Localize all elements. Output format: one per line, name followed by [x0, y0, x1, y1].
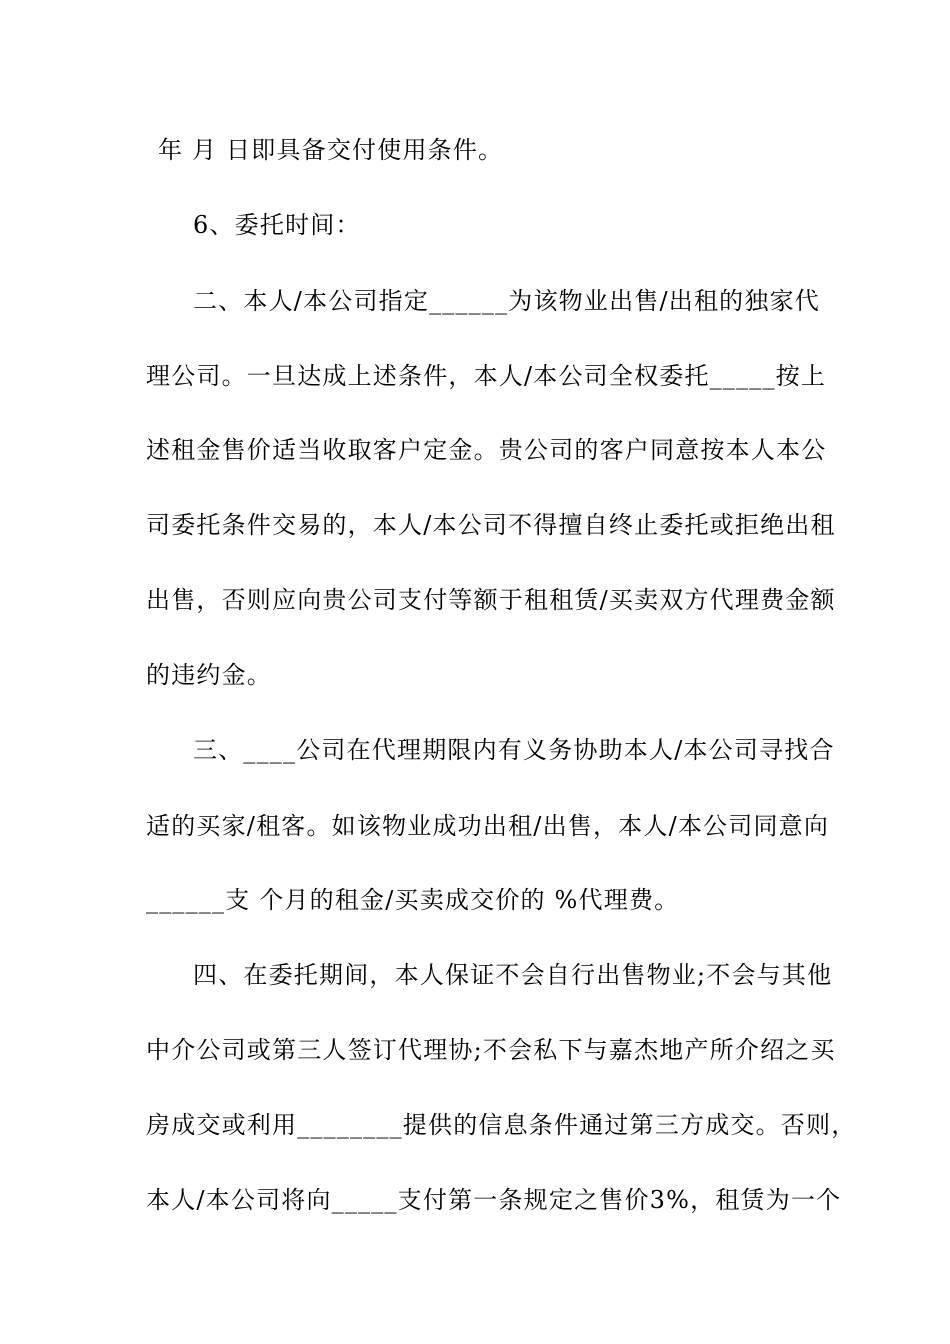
text-line: 理公司。一旦达成上述条件，本人/本公司全权委托_____按上	[146, 362, 827, 390]
text-line: 四、在委托期间，本人保证不会自行出售物业;不会与其他	[193, 961, 833, 989]
text-line: 房成交或利用________提供的信息条件通过第三方成交。否则，	[146, 1111, 857, 1139]
text-line: 年 月 日即具备交付使用条件。	[158, 136, 504, 164]
text-line: 中介公司或第三人签订代理协;不会私下与嘉杰地产所介绍之买	[146, 1036, 836, 1064]
text-line: 出售，否则应向贵公司支付等额于租租赁/买卖双方代理费金额	[146, 586, 836, 614]
text-line: 本人/本公司将向_____支付第一条规定之售价3%，租赁为一个	[146, 1186, 842, 1214]
text-line: 述租金售价适当收取客户定金。贵公司的客户同意按本人本公	[146, 436, 827, 464]
text-line: 三、____公司在代理期限内有义务协助本人/本公司寻找合	[193, 736, 835, 764]
text-line: 二、本人/本公司指定______为该物业出售/出租的独家代	[193, 287, 820, 315]
text-line: 司委托条件交易的，本人/本公司不得擅自终止委托或拒绝出租	[146, 511, 836, 539]
text-line: 的违约金。	[146, 661, 272, 689]
text-line: 适的买家/租客。如该物业成功出租/出售，本人/本公司同意向	[146, 812, 830, 840]
text-line: ______支 个月的租金/买卖成交价的 %代理费。	[146, 886, 680, 914]
text-line: 6、委托时间：	[193, 211, 361, 239]
